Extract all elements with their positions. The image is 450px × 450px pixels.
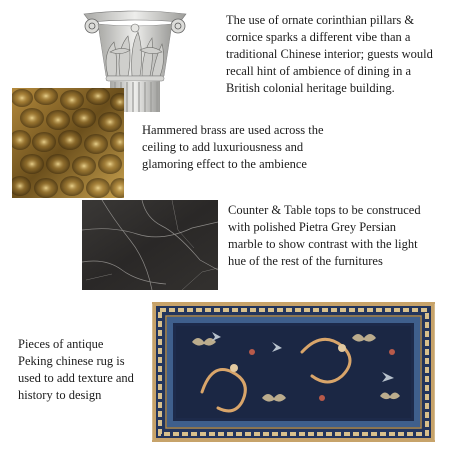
grey-marble-swatch-icon: [82, 200, 218, 290]
column-caption: The use of ornate corinthian pillars & cornice sparks a different vibe than a traditional Chinese interior; guests would recall hint of ambience of dining in a British colonial heritage building.: [226, 13, 433, 95]
peking-rug-image: [152, 302, 435, 442]
rug-caption: Pieces of antique Peking chinese rug is used to add texture and history to design: [18, 337, 134, 402]
brass-caption: Hammered brass are used across the ceiling to add luxuriousness and glamoring effect to the ambience: [142, 123, 324, 171]
hammered-brass-image: [12, 88, 124, 198]
peking-rug-icon: [152, 302, 435, 442]
marble-caption: Counter & Table tops to be construced with polished Pietra Grey Persian marble to show contrast with the light hue of the rest of the furnitures: [228, 203, 421, 268]
grey-marble-image: [82, 200, 218, 290]
hammered-brass-swatch-icon: [12, 88, 124, 198]
